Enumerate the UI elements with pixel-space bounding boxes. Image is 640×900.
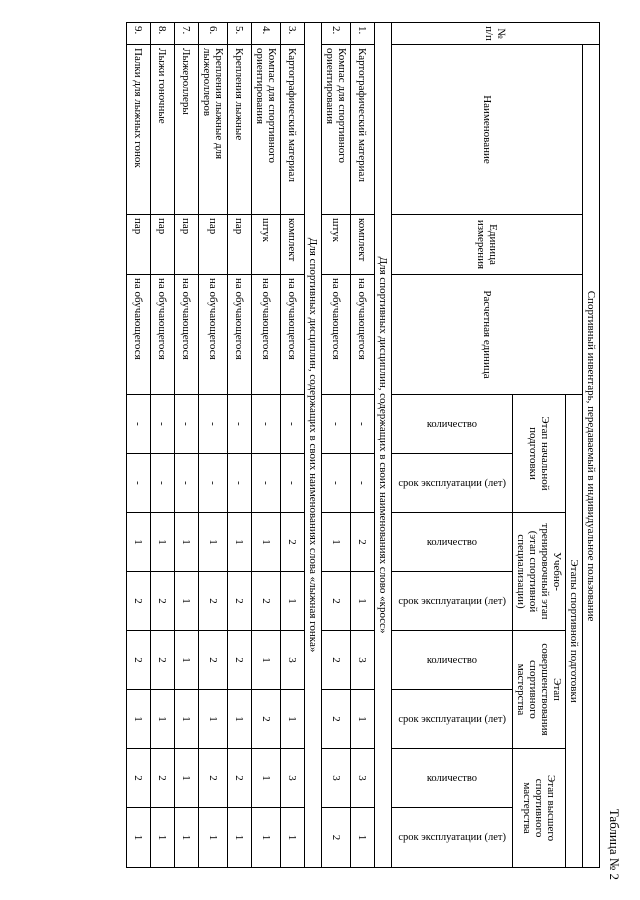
- table-row: [252, 23, 281, 868]
- quantity-cell: 1: [228, 513, 252, 572]
- item-unit: пар: [228, 215, 252, 275]
- quantity-cell: 2: [281, 513, 305, 572]
- term-cell: 1: [351, 690, 375, 749]
- item-unit: штук: [252, 215, 281, 275]
- quantity-cell: -: [151, 395, 175, 454]
- table-row: [228, 23, 252, 868]
- table-row: [322, 23, 351, 868]
- term-cell: -: [351, 454, 375, 513]
- inventory-table: [126, 22, 600, 868]
- item-name: Палки для лыжных гонок: [127, 45, 151, 215]
- term-cell: 1: [151, 690, 175, 749]
- quantity-cell: 2: [322, 631, 351, 690]
- term-cell: 1: [351, 808, 375, 868]
- quantity-cell: 1: [199, 513, 228, 572]
- table-number: Таблица № 2: [607, 808, 622, 880]
- row-number: 7.: [175, 23, 199, 45]
- quantity-cell: -: [252, 395, 281, 454]
- term-cell: 1: [281, 808, 305, 868]
- quantity-subheader-label: количество: [426, 536, 478, 548]
- quantity-cell: 2: [151, 631, 175, 690]
- quantity-cell: 1: [252, 749, 281, 808]
- row-number: 4.: [252, 23, 281, 45]
- quantity-cell: -: [175, 395, 199, 454]
- term-cell: -: [322, 454, 351, 513]
- quantity-subheader-label: количество: [426, 654, 478, 666]
- term-subheader-label: срок эксплуатации (лет): [398, 477, 506, 489]
- quantity-cell: 2: [199, 631, 228, 690]
- item-calc-unit: на обучающегося: [127, 275, 151, 395]
- stage-header: Учебно-тренировочный этап (этап спортивной специализации): [513, 513, 566, 631]
- row-number: 2.: [322, 23, 351, 45]
- term-cell: 1: [127, 808, 151, 868]
- quantity-cell: 3: [351, 749, 375, 808]
- quantity-cell: 3: [351, 631, 375, 690]
- item-name: Лыжероллеры: [175, 45, 199, 215]
- item-calc-unit: на обучающегося: [322, 275, 351, 395]
- term-subheader-label: срок эксплуатации (лет): [398, 832, 506, 844]
- row-number: 8.: [151, 23, 175, 45]
- quantity-cell: 2: [127, 749, 151, 808]
- quantity-cell: 2: [199, 749, 228, 808]
- stage-header: Этап совершенствования спортивного мастерства: [513, 631, 566, 749]
- quantity-cell: 2: [127, 631, 151, 690]
- quantity-cell: 2: [228, 749, 252, 808]
- term-cell: -: [252, 454, 281, 513]
- term-cell: -: [228, 454, 252, 513]
- col-calc-header: Расчетная единица: [392, 275, 583, 395]
- section-title: Для спортивных дисциплин, содержащих в своих наименованиях слово «кросс»: [375, 23, 392, 868]
- item-unit: комплект: [351, 215, 375, 275]
- term-subheader: [392, 572, 513, 631]
- quantity-cell: 3: [322, 749, 351, 808]
- section-title: Для спортивных дисциплин, содержащих в своих наименованиях слова «лыжная гонка»: [305, 23, 322, 868]
- term-cell: 1: [175, 808, 199, 868]
- term-cell: 1: [175, 572, 199, 631]
- item-calc-unit: на обучающегося: [175, 275, 199, 395]
- quantity-cell: 1: [175, 749, 199, 808]
- term-subheader-label: срок эксплуатации (лет): [398, 595, 506, 607]
- quantity-cell: -: [281, 395, 305, 454]
- table-row: [351, 23, 375, 868]
- row-number: 6.: [199, 23, 228, 45]
- term-cell: 2: [252, 572, 281, 631]
- term-cell: 1: [281, 690, 305, 749]
- item-calc-unit: на обучающегося: [351, 275, 375, 395]
- col-unit-header: Единица измерения: [392, 215, 583, 275]
- item-calc-unit: на обучающегося: [151, 275, 175, 395]
- quantity-subheader-label: количество: [426, 772, 478, 784]
- term-cell: -: [151, 454, 175, 513]
- term-cell: 2: [322, 690, 351, 749]
- quantity-cell: 2: [151, 749, 175, 808]
- group-title: Спортивный инвентарь, передаваемый в индивидуальное пользование: [583, 45, 600, 868]
- term-cell: 1: [151, 808, 175, 868]
- term-cell: 2: [322, 572, 351, 631]
- table-row: [151, 23, 175, 868]
- item-name: Лыжи гоночные: [151, 45, 175, 215]
- term-cell: 1: [175, 690, 199, 749]
- item-unit: пар: [151, 215, 175, 275]
- item-name: Картографический материал: [281, 45, 305, 215]
- quantity-cell: -: [351, 395, 375, 454]
- item-calc-unit: на обучающегося: [228, 275, 252, 395]
- term-subheader: [392, 454, 513, 513]
- quantity-cell: -: [228, 395, 252, 454]
- quantity-cell: 1: [151, 513, 175, 572]
- quantity-subheader: [392, 749, 513, 808]
- term-cell: 1: [228, 808, 252, 868]
- col-num-header: № п/п: [392, 23, 600, 45]
- term-cell: 2: [151, 572, 175, 631]
- item-name: Компас для спортивного ориентирования: [252, 45, 281, 215]
- term-cell: 1: [127, 690, 151, 749]
- term-cell: 2: [127, 572, 151, 631]
- term-cell: 1: [351, 572, 375, 631]
- stage-header: Этап начальной подготовки: [513, 395, 566, 513]
- col-name-header: Наименование: [392, 45, 583, 215]
- item-name: Компас для спортивного ориентирования: [322, 45, 351, 215]
- stage-header: Этап высшего спортивного мастерства: [513, 749, 566, 868]
- term-cell: -: [175, 454, 199, 513]
- term-cell: 2: [322, 808, 351, 868]
- item-unit: пар: [175, 215, 199, 275]
- quantity-cell: 1: [252, 513, 281, 572]
- stages-title: Этапы спортивной подготовки: [566, 395, 583, 868]
- quantity-cell: -: [322, 395, 351, 454]
- row-number: 3.: [281, 23, 305, 45]
- quantity-cell: 1: [175, 513, 199, 572]
- term-cell: 2: [252, 690, 281, 749]
- term-cell: 1: [199, 690, 228, 749]
- quantity-cell: -: [199, 395, 228, 454]
- quantity-cell: 1: [322, 513, 351, 572]
- term-subheader: [392, 690, 513, 749]
- item-unit: пар: [199, 215, 228, 275]
- term-cell: 2: [228, 572, 252, 631]
- quantity-subheader-label: количество: [426, 418, 478, 430]
- quantity-cell: 1: [175, 631, 199, 690]
- item-unit: штук: [322, 215, 351, 275]
- row-number: 5.: [228, 23, 252, 45]
- quantity-cell: 3: [281, 749, 305, 808]
- item-unit: комплект: [281, 215, 305, 275]
- item-name: Картографический материал: [351, 45, 375, 215]
- quantity-cell: 2: [351, 513, 375, 572]
- table-row: [175, 23, 199, 868]
- row-number: 1.: [351, 23, 375, 45]
- term-subheader: [392, 808, 513, 868]
- item-unit: пар: [127, 215, 151, 275]
- term-cell: 2: [199, 572, 228, 631]
- term-cell: -: [281, 454, 305, 513]
- quantity-cell: 3: [281, 631, 305, 690]
- term-cell: -: [127, 454, 151, 513]
- item-calc-unit: на обучающегося: [252, 275, 281, 395]
- quantity-cell: 2: [228, 631, 252, 690]
- term-cell: 1: [199, 808, 228, 868]
- quantity-subheader: [392, 513, 513, 572]
- quantity-subheader: [392, 395, 513, 454]
- table-row: [281, 23, 305, 868]
- table-row: [199, 23, 228, 868]
- item-calc-unit: на обучающегося: [199, 275, 228, 395]
- item-calc-unit: на обучающегося: [281, 275, 305, 395]
- item-name: Крепления лыжные: [228, 45, 252, 215]
- quantity-cell: -: [127, 395, 151, 454]
- item-name: Крепления лыжные для лыжероллеров: [199, 45, 228, 215]
- term-cell: 1: [281, 572, 305, 631]
- term-subheader-label: срок эксплуатации (лет): [398, 713, 506, 725]
- quantity-subheader: [392, 631, 513, 690]
- quantity-cell: 1: [252, 631, 281, 690]
- term-cell: -: [199, 454, 228, 513]
- term-cell: 1: [252, 808, 281, 868]
- table-row: [127, 23, 151, 868]
- term-cell: 1: [228, 690, 252, 749]
- row-number: 9.: [127, 23, 151, 45]
- quantity-cell: 1: [127, 513, 151, 572]
